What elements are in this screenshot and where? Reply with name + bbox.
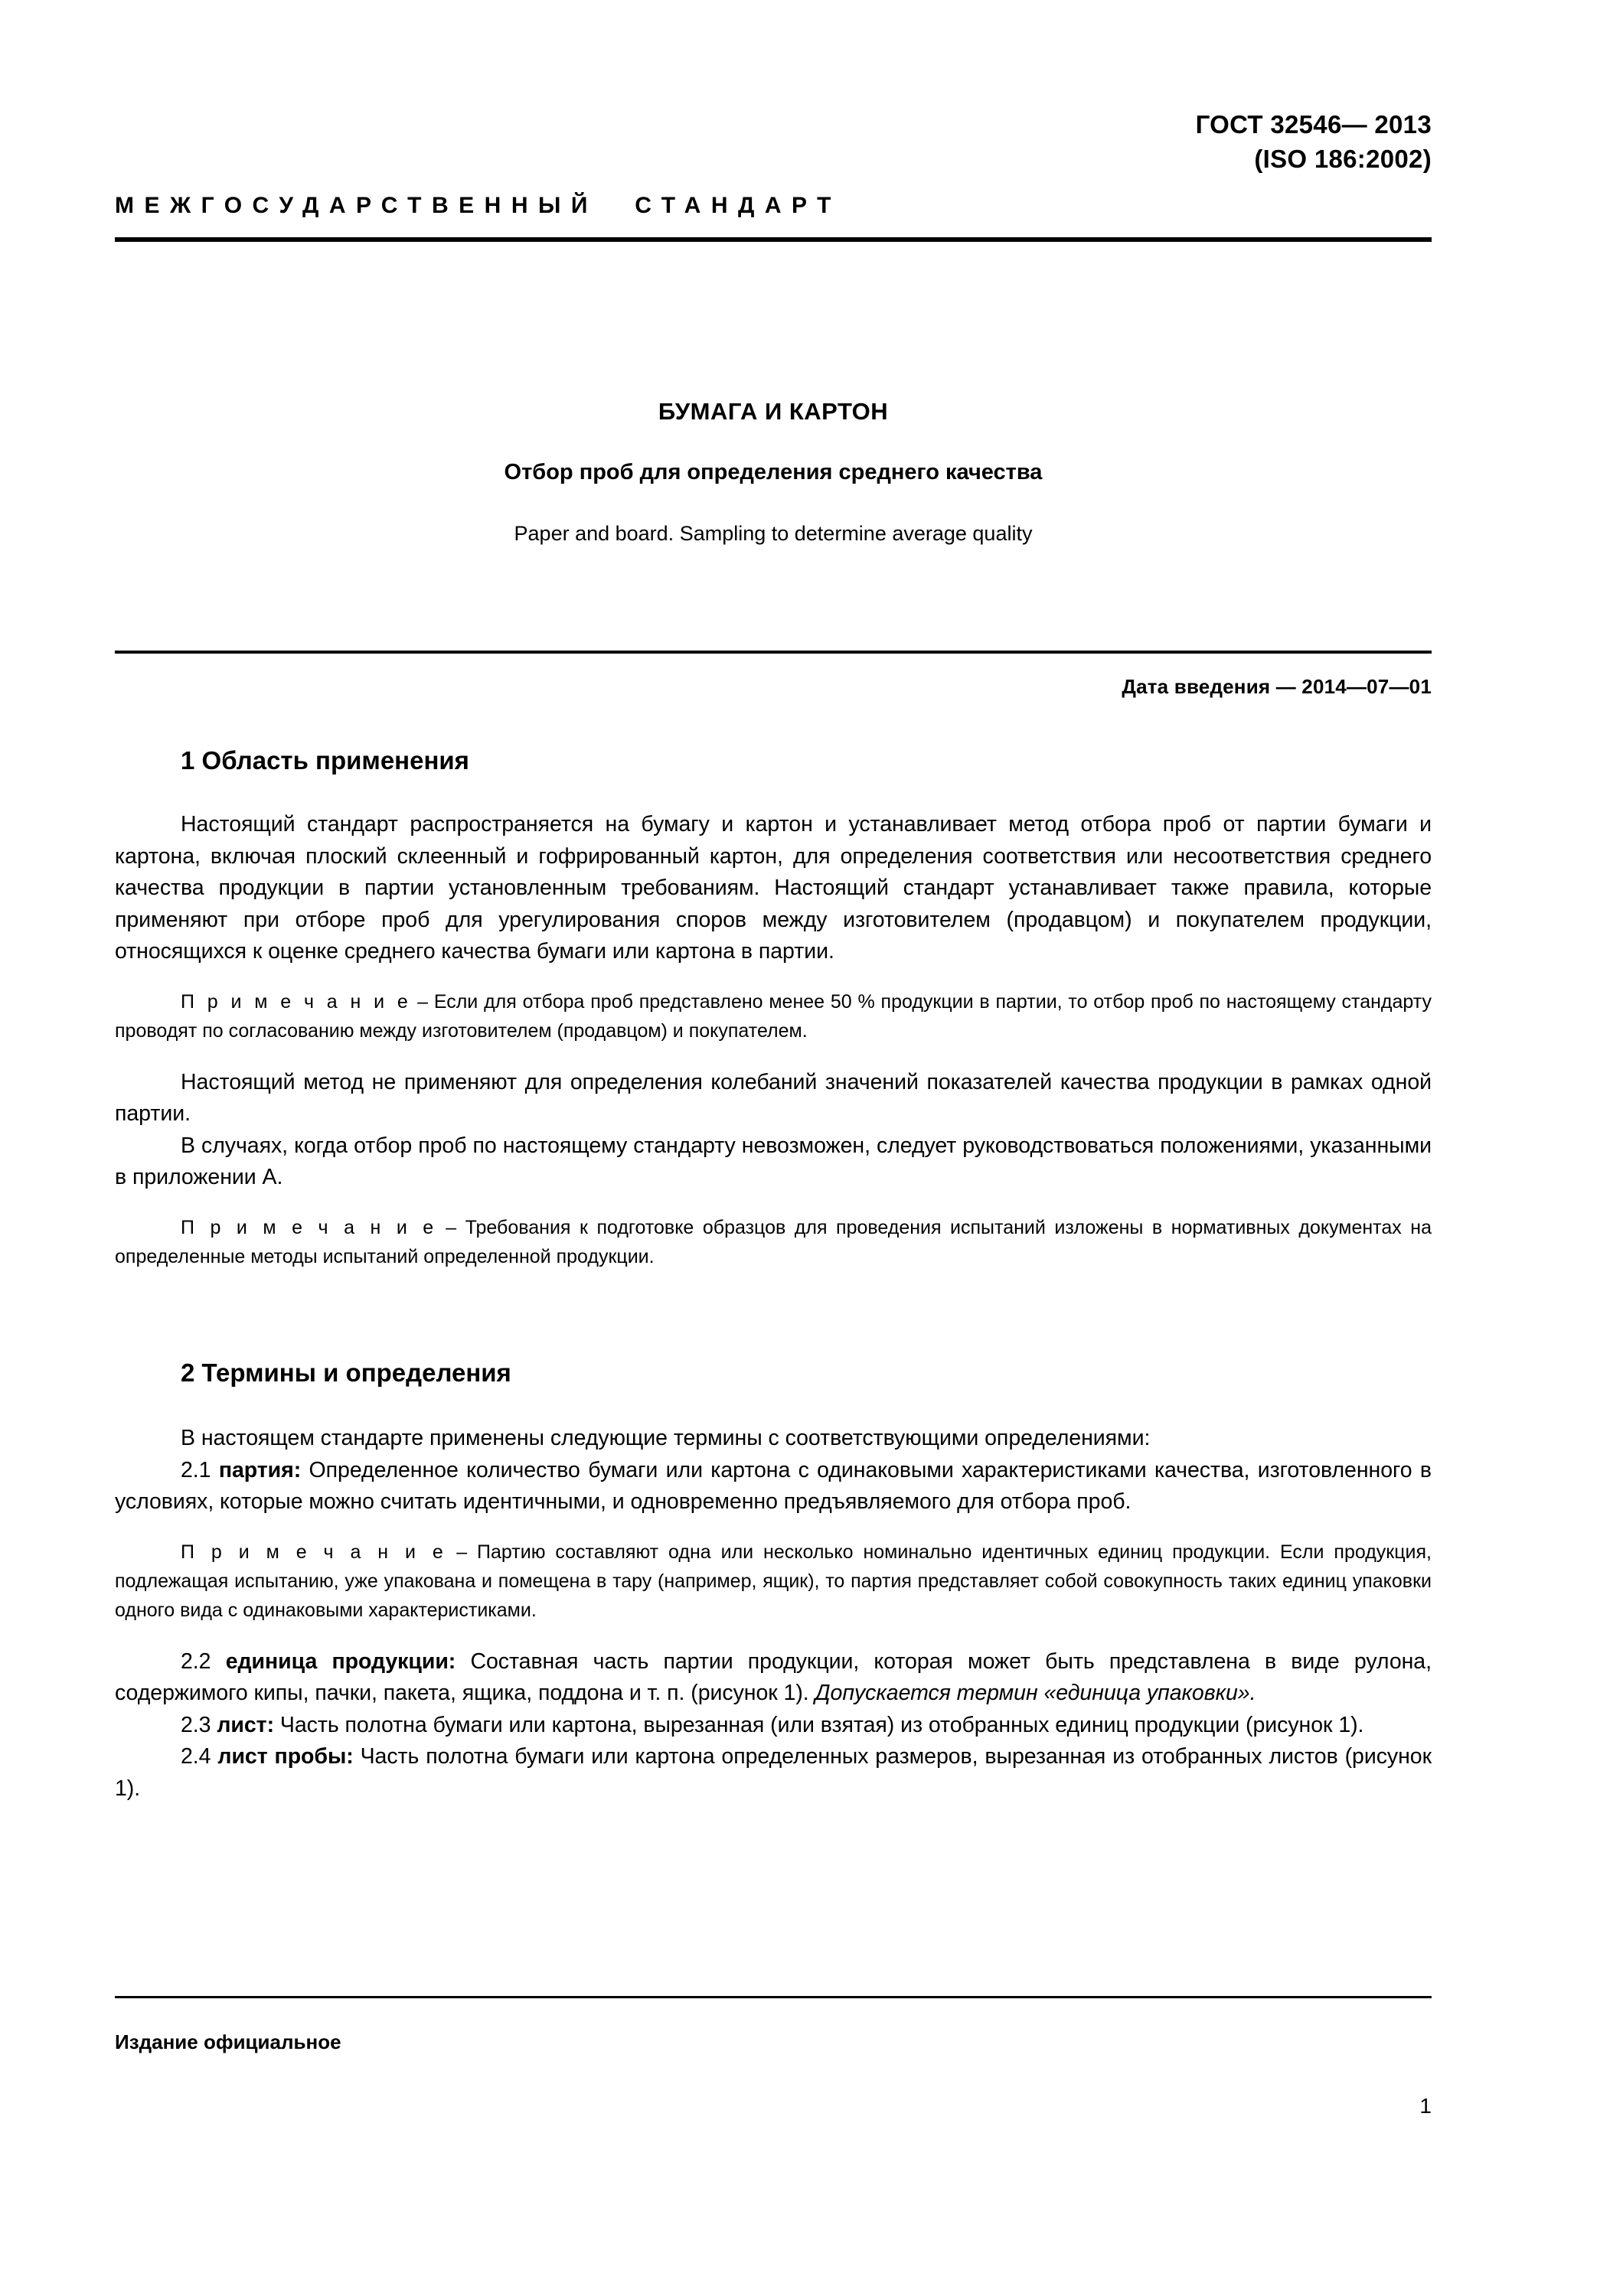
section-1-note-2 <box>115 1213 1432 1271</box>
section-1-paragraph-2: Настоящий метод не применяют для определения колебаний значений показателей качества продукции в рамках одной партии. <box>115 1069 1432 1126</box>
term-number: 2.4 <box>181 1744 218 1769</box>
standard-word-standart: СТАНДАРТ <box>635 193 841 218</box>
term-definition: Часть полотна бумаги или картона определенных размеров, вырезанная из отобранных листов (рисунок 1). <box>115 1744 1432 1801</box>
note-text: – Партию составляют одна или несколько номинально идентичных единиц продукции. Если продукция, подлежащая испытанию, уже упакована и помещена в тару (например, ящик), то партия представляет собой совокупность таких единиц упаковки одного вида с одинаковыми характеристиками. <box>115 1541 1432 1621</box>
document-footer <box>115 1996 1432 2118</box>
term-definition: Составная часть партии продукции, которая может быть представлена в виде рулона, содержимого кипы, пачки, пакета, ящика, поддона и т. п. (рисунок 1). <box>115 1649 1432 1705</box>
document-header <box>115 107 1432 242</box>
term-2-1 <box>115 1455 1432 1518</box>
term-name: лист пробы: <box>217 1744 354 1769</box>
introduction-date: Дата введения — 2014—07—01 <box>1122 675 1432 698</box>
term-2-3 <box>115 1710 1432 1742</box>
term-name: партия: <box>218 1457 302 1482</box>
gost-identifier <box>115 107 1432 176</box>
note-label: П р и м е ч а н и е <box>181 1541 447 1563</box>
page-number: 1 <box>1419 2094 1432 2118</box>
official-edition-label: Издание официальное <box>115 2030 341 2053</box>
section-1-heading: 1 Область применения <box>181 746 469 775</box>
section-2-note-1 <box>115 1538 1432 1625</box>
document-subtitle: Отбор проб для определения среднего качества <box>504 460 1043 484</box>
note-label: П р и м е ч а н и е <box>181 1216 437 1238</box>
intro-date-block <box>115 651 1432 699</box>
term-2-2 <box>115 1646 1432 1710</box>
term-number: 2.3 <box>181 1712 217 1737</box>
section-1-note-1 <box>115 987 1432 1045</box>
term-name: лист: <box>217 1712 275 1737</box>
section-2-heading: 2 Термины и определения <box>181 1358 511 1387</box>
term-number: 2.1 <box>181 1457 219 1482</box>
term-name: единица продукции: <box>225 1649 456 1674</box>
intro-divider-rule <box>115 651 1432 654</box>
standard-type-label <box>115 193 1432 219</box>
gost-number: ГОСТ 32546— 2013 <box>1195 110 1432 139</box>
term-number: 2.2 <box>181 1649 226 1674</box>
iso-reference: (ISO 186:2002) <box>1254 145 1432 173</box>
term-definition: Определенное количество бумаги или картона с одинаковыми характеристиками качества, изготовленного в условиях, которые можно считать идентичными, и одновременно предъявляемого для отбора проб. <box>115 1457 1432 1514</box>
header-divider-rule <box>115 237 1432 242</box>
section-1-paragraph-1: Настоящий стандарт распространяется на бумагу и картон и устанавливает метод отбора проб от партии бумаги и картона, включая плоский склеенный и гофрированный картон, для определения соответствия или несоответствия среднего качества продукции в партии установленным требованиям. Настоящий стандарт устанавливает также правила, которые применяют при отборе проб для урегулирования споров между изготовителем (продавцом) и покупателем продукции, относящихся к оценке среднего качества бумаги или картона в партии. <box>115 812 1432 964</box>
section-1 <box>115 746 1432 1271</box>
note-text: – Если для отбора проб представлено менее 50 % продукции в партии, то отбор проб по настоящему стандарту проводят по согласованию между изготовителем (продавцом) и покупателем. <box>115 990 1432 1042</box>
note-text: – Требования к подготовке образцов для проведения испытаний изложены в нормативных документах на определенные методы испытаний определенной продукции. <box>115 1216 1432 1267</box>
term-note-italic: Допускается термин «единица упаковки». <box>815 1681 1256 1705</box>
standard-word-mezhgos: МЕЖГОСУДАРСТВЕННЫЙ <box>115 193 598 218</box>
term-definition: Часть полотна бумаги или картона, вырезанная (или взятая) из отобранных единиц продукции (рисунок 1). <box>274 1712 1364 1737</box>
section-1-paragraph-3: В случаях, когда отбор проб по настоящему стандарту невозможен, следует руководствоваться положениями, указанными в приложении А. <box>115 1133 1432 1189</box>
title-block <box>115 398 1432 546</box>
section-2-paragraph-intro: В настоящем стандарте применены следующие термины с соответствующими определениями: <box>181 1426 1151 1450</box>
document-title: БУМАГА И КАРТОН <box>658 398 889 425</box>
note-label: П р и м е ч а н и е <box>181 990 412 1013</box>
footer-divider-rule <box>115 1996 1432 1998</box>
document-title-english: Paper and board. Sampling to determine average quality <box>514 522 1033 545</box>
term-2-4 <box>115 1741 1432 1805</box>
section-2 <box>115 1358 1432 1805</box>
